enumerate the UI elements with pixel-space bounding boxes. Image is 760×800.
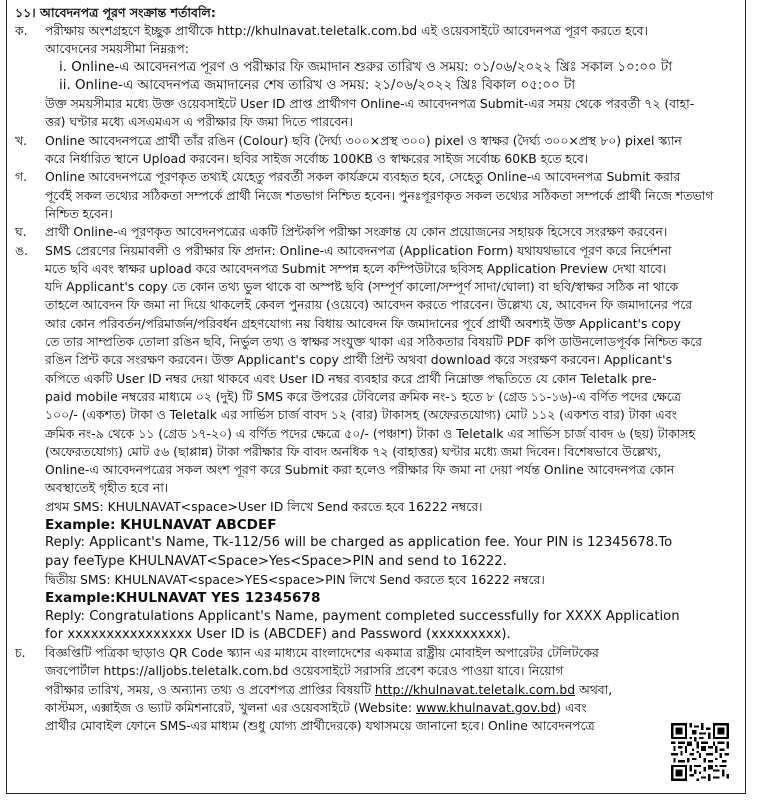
text-line: নিশ্চিত হবেন। (45, 205, 113, 221)
text-line: পূর্বেই সকল তথ্যের সঠিকতা সম্পর্কে প্রার্থী নিজে শতভাগ নিশ্চিত হবেন। পুনঃপূরণকৃত সকল তথ্যের সঠিকতা সম্পর্কে প্রার্থী নিজে শতভাগ (45, 187, 714, 203)
schedule-line: ii. Online-এ আবেদনপত্র জমাদানের শেষ তারিখ ও সময়: ২১/০৬/২০২২ খ্রিঃ বিকাল ০৫:০০ টা (59, 77, 576, 93)
text-line: ১০০/- (একশত) টাকা ও Teletalk এর সার্ভিস চার্জ বাবদ ১২ (বার) টাকাসহ (অফেরতযোগ্য) মোট ১১২ (একশত বার) টাকা এবং (45, 407, 677, 423)
text-fragment: ) এবং (556, 699, 587, 715)
text-line: SMS প্রেরণের নিয়মাবলী ও পরীক্ষার ফি প্রদান: Online-এ আবেদনপত্র (Application Form) যথাযথভাবে পূরণ করে নির্দেশনা (45, 242, 672, 258)
sms-instruction-2: দ্বিতীয় SMS: KHULNAVAT<space>YES<space>PIN লিখে Send করতে হবে 16222 নম্বরে। (45, 571, 545, 587)
website-link[interactable]: www.khulnavat.gov.bd (416, 699, 557, 715)
clause-body (45, 22, 735, 132)
text-line: paid mobile নম্বরের মাধ্যমে ০২ (দুই) টি SMS করে উপরের টেবিলের ক্রমিক নং-১ হতে ৮ (গ্রেড ১১-১৬)-এ বর্ণিত পদের ক্ষেত্রে (45, 388, 681, 404)
text-line: যদি Applicant's copy তে কোন তথ্য ভুল থাকে বা অস্পষ্ট ছবি (সম্পূর্ণ কালো/সম্পূর্ণ সাদা/ঘোলা) বা ছবি/স্বাক্ষর সঠিক না থাকে (45, 279, 679, 295)
clause-body (45, 644, 735, 735)
text-fragment: পরীক্ষার তারিখ, সময়, ও অন্যান্য তথ্য ও প্রবেশপত্র প্রাপ্তির বিষয়টি (45, 681, 375, 697)
document-page (6, 0, 746, 794)
section-heading: ১১। আবেদনপত্র পূরণ সংক্রান্ত শর্তাবলি: (15, 5, 216, 20)
clause-ka (15, 22, 735, 132)
text-line: (অফেরতযোগ্য) মোট ৫৬ (ছাপ্পান্ন) টাকা পরীক্ষার ফি বাবদ অনধিক ৭২ (বাহাত্তর) ঘণ্টার মধ্যে জমা দিবেন। বিশেষভাবে উল্লেখ্য, (45, 443, 662, 459)
clause-marker: ঙ. (15, 242, 29, 258)
clause-body (45, 242, 735, 645)
text-line: আর কোন পরিবর্তন/পরিমার্জন/পরিবর্ধন গ্রহণযোগ্য নয় বিধায় আবেদন ফি জমাদানের পূর্বে প্রার্থী অবশ্যই উক্ত Applicant's copy (45, 315, 681, 331)
text-fragment: অথবা, (575, 681, 613, 697)
text-line: বিজ্ঞপ্তিটি পত্রিকা ছাড়াও QR Code স্ক্যান এর মাধ্যমে বাংলাদেশের একমাত্র রাষ্ট্রীয় মোবাইল অপারেটর টেলিটকের (45, 645, 599, 661)
text-line: তাহলে আবেদন ফি জমা না দিয়ে থাকলেই কেবল পুনরায় (ওয়েবে) আবেদন করতে পারবেন। উল্লেখ্য যে, আবেদন ফি জমাদানের পরে (45, 297, 693, 313)
text-line: মতে ছবি এবং স্বাক্ষর upload করে আবেদনপত্র Submit সম্পন্ন হলে কম্পিউটারে ছবিসহ Application Preview দেখা যাবে। (45, 260, 667, 276)
clause-body (45, 168, 735, 223)
text-line: ক্রমিক নং-৯ থেকে ১১ (গ্রেড ১৭-২০) এ বর্ণিত পদের ক্ষেত্রে ৫০/- (পঞ্চাশ) টাকা ও Teletalk এর সার্ভিস চার্জ বাবদ ৬ (ছয়) টাকাসহ (45, 425, 696, 441)
clause-gha (15, 223, 735, 241)
clause-marker: গ. (15, 169, 28, 185)
text-line: আবেদনের সময়সীমা নিম্নরূপ: (45, 41, 189, 57)
clause-kha (15, 132, 735, 169)
text-line (45, 681, 659, 699)
text-fragment: কাস্টমস, এক্সাইজ ও ভ্যাট কমিশনারেট, খুলনা এর ওয়েবসাইটে (Website: (45, 699, 417, 715)
text-line: পরীক্ষায় অংশগ্রহণে ইচ্ছুক প্রার্থীকে http://khulnavat.teletalk.com.bd এই ওয়েবসাইটে আবেদনপত্র পূরণ করতে হবে। (45, 23, 648, 38)
text-line: জবপোর্টাল https://alljobs.teletalk.com.bd ওয়েবসাইটে সরাসরি প্রবেশ করেও পাওয়া যাবে। নিয়োগ (45, 663, 564, 679)
clause-marker: খ. (15, 132, 28, 148)
reply-line: pay feeType KHULNAVAT<Space>Yes<Space>PIN and send to 16222. (45, 553, 507, 569)
text-line (45, 699, 659, 717)
clause-body (45, 132, 735, 169)
reply-line: Reply: Applicant's Name, Tk-112/56 will be charged as application fee. Your PIN is 12345678.To (45, 535, 673, 551)
text-line: অবস্থাতেই গৃহীত হবে না। (45, 480, 169, 496)
text-line: উক্ত সময়সীমার মধ্যে উক্ত ওয়েবসাইটে User ID প্রাপ্ত প্রার্থীগণ Online-এ আবেদনপত্র Submit-এর সময় থেকে পরবর্তী ৭২ (বাহা- (45, 96, 695, 112)
clause-marker: ঘ. (15, 224, 27, 240)
text-line: ত্তর) ঘণ্টার মধ্যে এসএমএস এ পরীক্ষার ফি জমা দিতে পারবেন। (45, 114, 353, 130)
text-line: তে তার সাম্প্রতিক তোলা রঙিন ছবি, নির্ভুল তথ্য ও স্বাক্ষর সংযুক্ত থাকা এর সঠিকতার বিষয়টি PDF কপি ডাউনলোডপূর্বক নিশ্চিত করে (45, 334, 702, 350)
example-1: Example: KHULNAVAT ABCDEF (45, 517, 277, 534)
qr-code-graphic (671, 723, 729, 781)
schedule-line: i. Online-এ আবেদনপত্র পূরণ ও পরীক্ষার ফি জমাদান শুরুর তারিখ ও সময়: ০১/০৬/২০২২ খ্রিঃ সকাল ১০:০০ টা (59, 59, 673, 75)
text-line: কপিতে একটি User ID নম্বর দেয়া থাকবে এবং User ID নম্বর ব্যবহার করে প্রার্থী নিম্নোক্ত পদ্ধতিতে যে কোন Teletalk pre- (45, 370, 657, 386)
clause-ga (15, 168, 735, 223)
sms-instruction-1: প্রথম SMS: KHULNAVAT<space>User ID লিখে Send করতে হবে 16222 নম্বরে। (45, 498, 483, 514)
qr-code-icon (671, 723, 729, 781)
clause-cha (15, 644, 735, 735)
example-2: Example:KHULNAVAT YES 12345678 (45, 590, 321, 607)
clause-marker: চ. (15, 645, 26, 661)
reply-line: for xxxxxxxxxxxxxxxx User ID is (ABCDEF) and Password (xxxxxxxxx). (45, 626, 511, 642)
text-line: Online-এ আবেদনপত্রের সকল অংশ পূরণ করে Submit করা হলেও পরীক্ষার ফি জমা না দেয়া পর্যন্ত Online আবেদনপত্র কোন (45, 462, 675, 478)
reply-line: Reply: Congratulations Applicant's Name, payment completed successfully for XXXX Application (45, 608, 680, 624)
clause-umo (15, 242, 735, 645)
clause-body (45, 223, 735, 241)
text-line: প্রার্থী Online-এ পূরণকৃত আবেদনপত্রের একটি প্রিন্টকপি পরীক্ষা সংক্রান্ত যে কোন প্রয়োজনের সহায়ক হিসেবে সংরক্ষণ করবেন। (45, 224, 668, 240)
text-line: Online আবেদনপত্রে প্রার্থী তাঁর রঙিন (Colour) ছবি (দৈর্ঘ্য ৩০০×প্রস্থ ৩০০) pixel ও স্বাক্ষর (দৈর্ঘ্য ৩০০×প্রস্থ ৮০) pixel স্ক্যান (45, 132, 682, 148)
teletalk-link[interactable]: http://khulnavat.teletalk.com.bd (374, 681, 576, 697)
text-line: প্রার্থীর মোবাইল ফোনে SMS-এর মাধ্যম (শুধু যোগ্য প্রার্থীদেরকে) যথাসময়ে জানানো হবে। Online আবেদনপত্রে (45, 718, 595, 734)
clause-marker: ক. (15, 23, 28, 38)
text-line: করে নির্ধারিত স্থানে Upload করবেন। ছবির সাইজ সর্বোচ্চ 100KB ও স্বাক্ষরের সাইজ সর্বোচ্চ 60KB হতে হবে। (45, 151, 589, 167)
text-line: Online আবেদনপত্রে পূরণকৃত তথ্যই যেহেতু পরবর্তী সকল কার্যক্রমে ব্যবহৃত হবে, সেহেতু Online-এ আবেদনপত্র Submit করার (45, 169, 681, 185)
text-line: রঙিন প্রিন্ট করে সংরক্ষণ করবেন। উক্ত Applicant's copy প্রার্থী প্রিন্ট অথবা download করে সংরক্ষণ করবেন। Applicant's (45, 352, 673, 368)
